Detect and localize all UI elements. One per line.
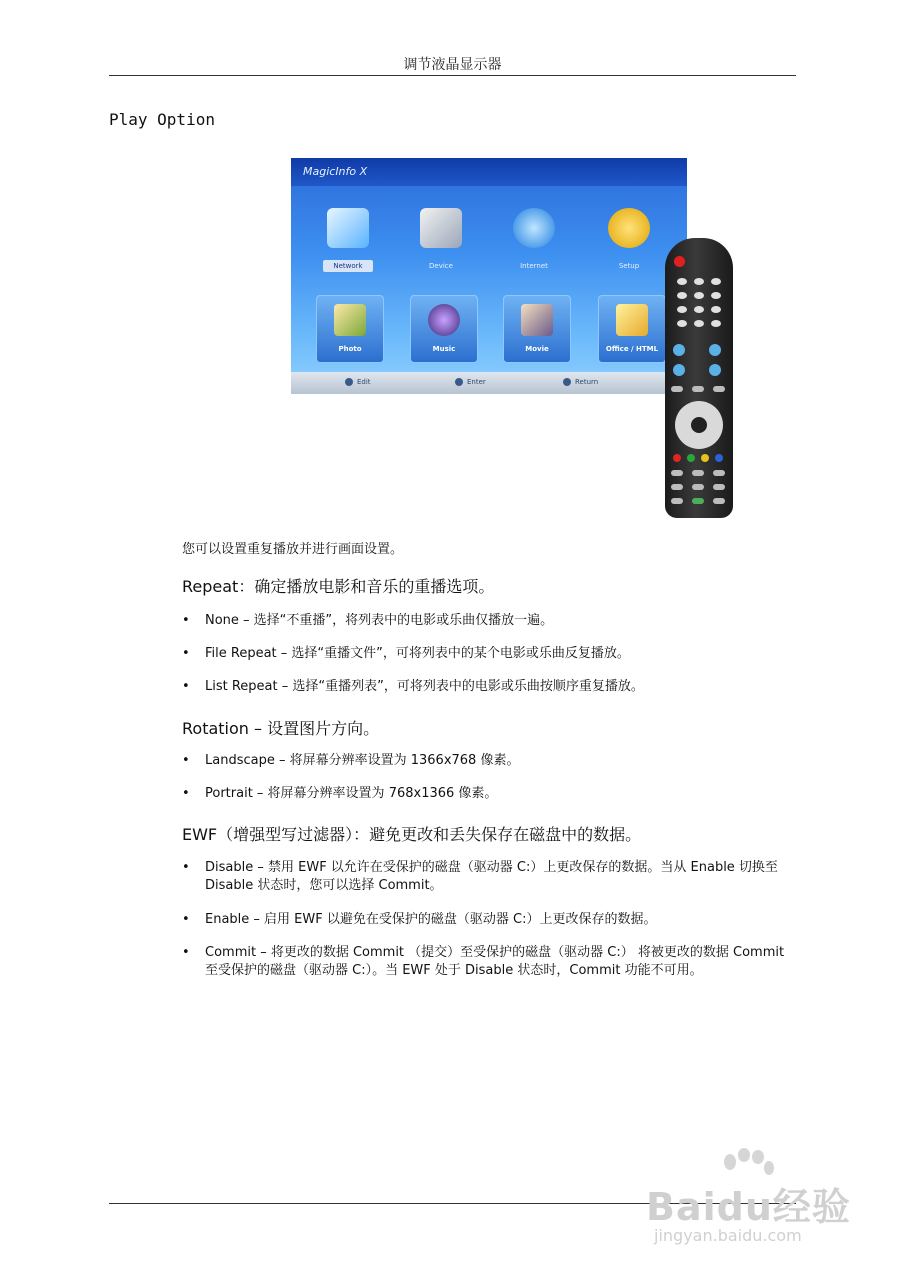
- remote-key: [694, 292, 704, 299]
- bullet-text: None – 选择“不重播”，将列表中的电影或乐曲仅播放一遍。: [205, 613, 554, 628]
- screen-title-bar: [291, 158, 687, 186]
- hint-return: [563, 378, 598, 386]
- bullet-text: Landscape – 将屏幕分辨率设置为 1366x768 像素。: [205, 753, 520, 768]
- remote-key: [671, 470, 683, 476]
- remote-key: [677, 320, 687, 327]
- watermark-brand: Baidu经验: [646, 1185, 851, 1229]
- bullet-text: Commit – 将更改的数据 Commit （提交）至受保护的磁盘（驱动器 C:） 将被更改的数据 Commit 至受保护的磁盘（驱动器 C:）。当 EWF 处于 Disable 状态时，Commit 功能不可用。: [205, 945, 785, 978]
- menu-item-setup[interactable]: [594, 198, 664, 278]
- hint-edit: [345, 378, 371, 386]
- remote-key: [713, 386, 725, 392]
- volume-down-icon: [673, 364, 685, 376]
- menu-label: Internet: [520, 262, 548, 270]
- bullet-icon: •: [182, 786, 190, 801]
- green-key-icon: [687, 454, 695, 462]
- return-icon: [563, 378, 571, 386]
- remote-key: [711, 292, 721, 299]
- tile-label: Movie: [525, 345, 549, 353]
- channel-up-icon: [709, 344, 721, 356]
- remote-control-image: [665, 238, 733, 518]
- bullet-text: File Repeat – 选择“重播文件”，可将列表中的某个电影或乐曲反复播放。: [205, 646, 630, 661]
- magicinfo-screenshot: [291, 158, 687, 394]
- remote-key: [677, 292, 687, 299]
- channel-down-icon: [709, 364, 721, 376]
- remote-key: [692, 470, 704, 476]
- remote-key: [694, 306, 704, 313]
- remote-key: [692, 498, 704, 504]
- number-keys-icon: [345, 378, 353, 386]
- dpad-icon: [675, 401, 723, 449]
- internet-explorer-icon: [513, 208, 555, 248]
- photo-icon: [334, 304, 366, 336]
- bullet-icon: •: [182, 860, 190, 875]
- bullet-icon: •: [182, 753, 190, 768]
- yellow-key-icon: [701, 454, 709, 462]
- enter-key-icon: [691, 417, 707, 433]
- header-rule: [109, 75, 796, 76]
- hint-enter-label: Enter: [467, 378, 486, 386]
- remote-key: [671, 484, 683, 490]
- bullet-icon: •: [182, 646, 190, 661]
- enter-icon: [455, 378, 463, 386]
- section-title: Play Option: [109, 110, 215, 129]
- bullet-icon: •: [182, 912, 190, 927]
- watermark-url: jingyan.baidu.com: [654, 1226, 802, 1245]
- hint-enter: [455, 378, 486, 386]
- blue-key-icon: [715, 454, 723, 462]
- intro-paragraph: 您可以设置重复播放并进行画面设置。: [182, 542, 404, 557]
- remote-key: [692, 386, 704, 392]
- volume-up-icon: [673, 344, 685, 356]
- tile-label: Music: [432, 345, 456, 353]
- bullet-icon: •: [182, 613, 190, 628]
- bullet-icon: •: [182, 945, 190, 960]
- tile-music[interactable]: [410, 295, 478, 363]
- power-button-icon: [674, 256, 685, 267]
- menu-item-network[interactable]: [313, 198, 383, 278]
- page-header-title: 调节液晶显示器: [403, 57, 502, 73]
- magicinfo-logo: MagicInfo X: [303, 165, 368, 178]
- remote-key: [694, 278, 704, 285]
- menu-label: Device: [429, 262, 453, 270]
- hint-return-label: Return: [575, 378, 599, 386]
- folder-icon: [616, 304, 648, 336]
- repeat-heading: Repeat：确定播放电影和音乐的重播选项。: [182, 577, 495, 596]
- menu-item-internet[interactable]: [499, 198, 569, 278]
- remote-key: [677, 306, 687, 313]
- headphones-icon: [428, 304, 460, 336]
- bullet-text: Enable – 启用 EWF 以避免在受保护的磁盘（驱动器 C:）上更改保存的数据。: [205, 912, 657, 927]
- remote-key: [713, 498, 725, 504]
- tile-office-html[interactable]: [598, 295, 666, 363]
- remote-key: [711, 306, 721, 313]
- film-icon: [521, 304, 553, 336]
- tile-label: Office / HTML: [605, 345, 659, 353]
- red-key-icon: [673, 454, 681, 462]
- remote-key: [713, 484, 725, 490]
- menu-label: Network: [323, 260, 373, 272]
- ewf-heading: EWF（增强型写过滤器）：避免更改和丢失保存在磁盘中的数据。: [182, 825, 642, 844]
- bullet-icon: •: [182, 679, 190, 694]
- rotation-heading: Rotation – 设置图片方向。: [182, 719, 380, 738]
- remote-key: [692, 484, 704, 490]
- bullet-text: Disable – 禁用 EWF 以允许在受保护的磁盘（驱动器 C:）上更改保存的数据。当从 Enable 切换至 Disable 状态时，您可以选择 Commit。: [205, 860, 778, 893]
- remote-key: [671, 498, 683, 504]
- devices-icon: [420, 208, 462, 248]
- screen-hint-bar: [291, 372, 687, 394]
- bullet-text: Portrait – 将屏幕分辨率设置为 768x1366 像素。: [205, 786, 498, 801]
- remote-key: [713, 470, 725, 476]
- gears-icon: [608, 208, 650, 248]
- tile-movie[interactable]: [503, 295, 571, 363]
- remote-key: [694, 320, 704, 327]
- hint-edit-label: Edit: [357, 378, 371, 386]
- baidu-jingyan-watermark: [640, 1148, 870, 1258]
- bullet-text: List Repeat – 选择“重播列表”，可将列表中的电影或乐曲按顺序重复播放。: [205, 679, 644, 694]
- tile-label: Photo: [338, 345, 362, 353]
- remote-key: [711, 320, 721, 327]
- remote-key: [711, 278, 721, 285]
- remote-key: [677, 278, 687, 285]
- remote-key: [671, 386, 683, 392]
- menu-item-device[interactable]: [406, 198, 476, 278]
- menu-label: Setup: [618, 262, 640, 270]
- tile-photo[interactable]: [316, 295, 384, 363]
- monitor-icon: [327, 208, 369, 248]
